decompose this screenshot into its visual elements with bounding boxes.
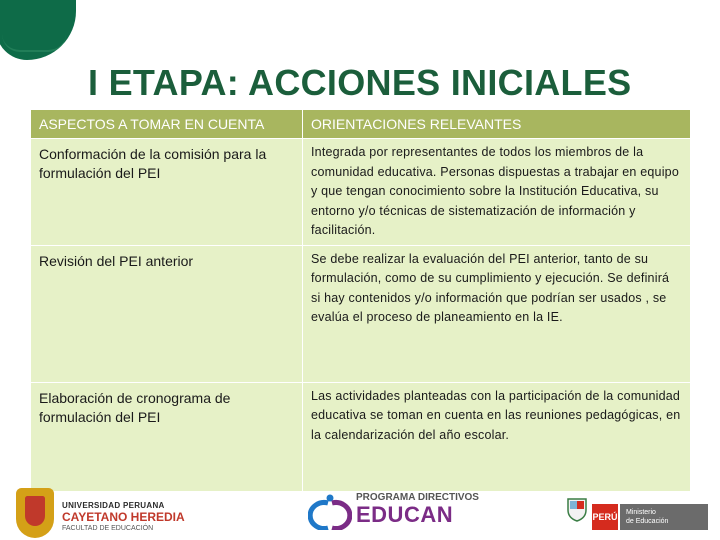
table-header-row	[31, 110, 691, 139]
guidelines-table	[30, 109, 690, 492]
peru-label: PERÚ	[592, 504, 618, 530]
upch-name-line2: CAYETANO HEREDIA	[62, 510, 185, 524]
aspect-cell: Conformación de la comisión para la formulación del PEI	[31, 139, 303, 246]
educan-program: PROGRAMA DIRECTIVOS	[356, 492, 479, 503]
coat-of-arms-icon	[566, 496, 588, 522]
orientation-cell: Integrada por representantes de todos los miembros de la comunidad educativa. Personas dispuestas a trabajar en equipo y que tengan conocimiento sobre la Institución Educativa, su entorno y/o técnicas de sistematización de información y facilitación.	[303, 139, 691, 246]
table-row	[31, 245, 691, 382]
educan-name: EDUCAN	[356, 502, 454, 527]
table-row	[31, 139, 691, 246]
aspect-cell: Revisión del PEI anterior	[31, 245, 303, 382]
page-title: I ETAPA: ACCIONES INICIALES	[88, 62, 632, 103]
educan-logo	[308, 488, 479, 538]
orientation-cell: Las actividades planteadas con la participación de la comunidad educativa se toman en cuenta en las reuniones pedagógicas, en la calendarización del año escolar.	[303, 382, 691, 491]
header-aspects: ASPECTOS A TOMAR EN CUENTA	[31, 110, 303, 139]
minedu-logo	[566, 490, 720, 534]
header-orientations: ORIENTACIONES RELEVANTES	[303, 110, 691, 139]
upch-faculty: FACULTAD DE EDUCACIÓN	[62, 525, 154, 532]
table-row	[31, 382, 691, 491]
orientation-cell: Se debe realizar la evaluación del PEI anterior, tanto de su formulación, como de su cumplimiento y ejecución. Se definirá si hay contenidos y/o información que podrían ser usados , se evalúa el proceso de planeamiento en la IE.	[303, 245, 691, 382]
footer-logos	[0, 484, 720, 540]
upch-logo	[16, 488, 196, 538]
ministry-label: Ministerio de Educación	[620, 504, 708, 530]
educan-mark-icon	[308, 494, 352, 530]
upch-seal-icon	[16, 488, 54, 538]
upch-name-line1: UNIVERSIDAD PERUANA	[62, 501, 165, 510]
corner-decoration	[0, 0, 76, 60]
aspect-cell: Elaboración de cronograma de formulación del PEI	[31, 382, 303, 491]
